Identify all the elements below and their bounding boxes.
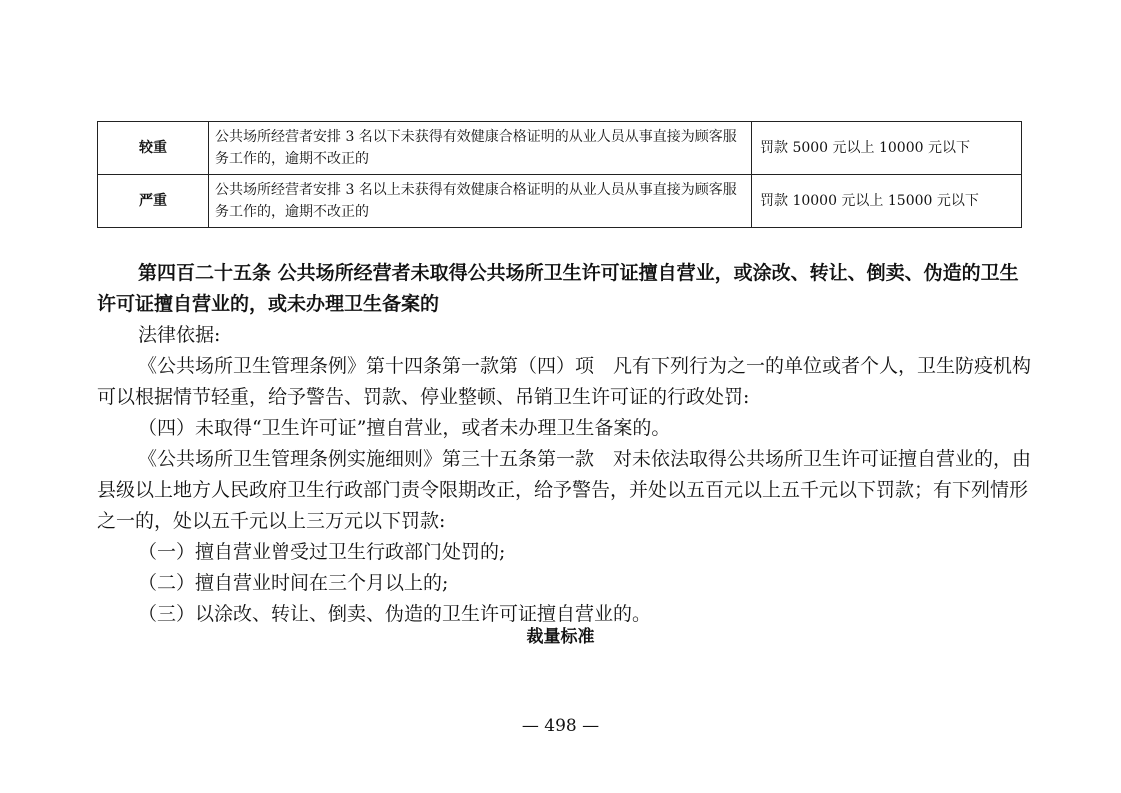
severity-level-cell: 较重 bbox=[98, 122, 209, 175]
table-row bbox=[98, 122, 1022, 175]
regulation-item: （三）以涂改、转让、倒卖、伪造的卫生许可证擅自营业的。 bbox=[138, 603, 652, 625]
article-title: 第四百二十五条 公共场所经营者未取得公共场所卫生许可证擅自营业，或涂改、转让、倒卖、伪造的卫生许可证擅自营业的，或未办理卫生备案的 bbox=[97, 262, 1019, 315]
regulation-item: （二）擅自营业时间在三个月以上的; bbox=[138, 572, 449, 594]
section-heading: 裁量标准 bbox=[526, 627, 595, 647]
regulation-item: （一）擅自营业曾受过卫生行政部门处罚的; bbox=[138, 541, 506, 563]
fine-range-cell: 罚款 5000 元以上 10000 元以下 bbox=[752, 122, 1022, 175]
regulation-paragraph: 《公共场所卫生管理条例实施细则》第三十五条第一款 对未依法取得公共场所卫生许可证擅自营业的，由县级以上地方人民政府卫生行政部门责令限期改正，给予警告，并处以五百元以上五千元以下罚款；有下列情形之一的，处以五千元以上三万元以下罚款: bbox=[97, 448, 1032, 532]
penalty-table bbox=[97, 121, 1022, 228]
regulation-item: （四）未取得“卫生许可证”擅自营业，或者未办理卫生备案的。 bbox=[138, 417, 671, 439]
article-block bbox=[97, 258, 1032, 630]
regulation-paragraph: 《公共场所卫生管理条例》第十四条第一款第（四）项 凡有下列行为之一的单位或者个人，卫生防疫机构可以根据情节轻重，给予警告、罚款、停业整顿、吊销卫生许可证的行政处罚: bbox=[97, 355, 1032, 408]
table-row bbox=[98, 175, 1022, 228]
violation-description-cell: 公共场所经营者安排 3 名以上未获得有效健康合格证明的从业人员从事直接为顾客服务工作的，逾期不改正的 bbox=[209, 175, 752, 228]
violation-description-cell: 公共场所经营者安排 3 名以下未获得有效健康合格证明的从业人员从事直接为顾客服务工作的，逾期不改正的 bbox=[209, 122, 752, 175]
severity-level-cell: 严重 bbox=[98, 175, 209, 228]
page-number: — 498 — bbox=[521, 716, 600, 736]
fine-range-cell: 罚款 10000 元以上 15000 元以下 bbox=[752, 175, 1022, 228]
legal-basis-label: 法律依据: bbox=[138, 324, 221, 346]
